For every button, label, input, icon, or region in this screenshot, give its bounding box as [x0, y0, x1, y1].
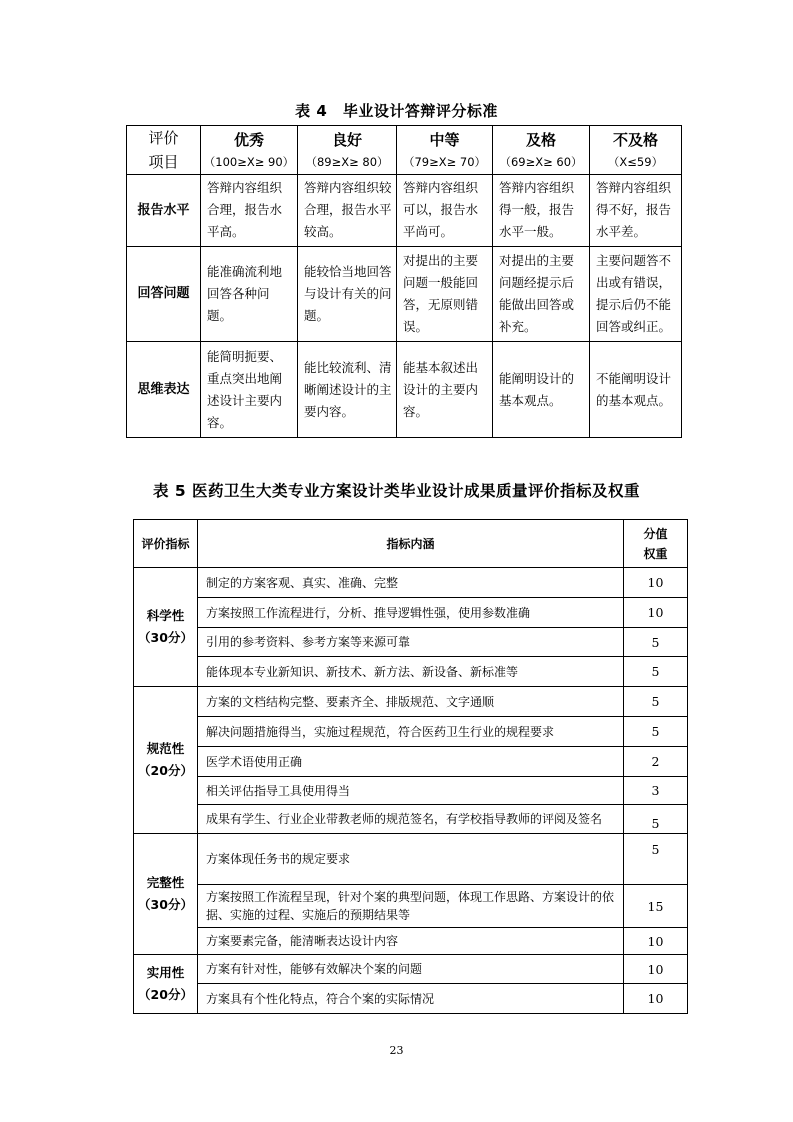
- criterion-text: 方案按照工作流程进行，分析、推导逻辑性强，使用参数准确: [198, 598, 624, 628]
- category-standardization: [134, 687, 198, 834]
- corner-label-item: 项目: [148, 153, 179, 171]
- table-cell: 答辩内容组织得一般，报告水平一般。: [493, 175, 590, 247]
- criterion-text: 方案体现任务书的规定要求: [198, 834, 624, 885]
- grade-name: 不及格: [612, 131, 658, 149]
- header-score-line1: 分值: [643, 526, 668, 541]
- table-row: [134, 598, 688, 628]
- grade-name: 及格: [525, 131, 556, 149]
- table-row: [134, 955, 688, 984]
- table-cell: 答辩内容组织较合理，报告水平较高。: [298, 175, 397, 247]
- table-cell: 能阐明设计的基本观点。: [493, 342, 590, 438]
- grade-header-excellent: [201, 126, 298, 175]
- category-name: 规范性: [146, 741, 185, 756]
- category-name: 完整性: [146, 875, 185, 890]
- criterion-text: 方案有针对性，能够有效解决个案的问题: [198, 955, 624, 984]
- grade-name: 良好: [331, 131, 362, 149]
- defense-grading-table: [126, 125, 682, 438]
- category-points: （20分）: [138, 987, 193, 1002]
- criterion-score: 15: [624, 885, 688, 928]
- table-row: [134, 628, 688, 657]
- criterion-text: 能体现本专业新知识、新技术、新方法、新设备、新标准等: [198, 657, 624, 687]
- grade-header-fail: [590, 126, 682, 175]
- grade-name: 中等: [429, 131, 460, 149]
- criterion-text: 方案要素完备，能清晰表达设计内容: [198, 928, 624, 955]
- criterion-score: 5: [624, 657, 688, 687]
- table4-corner-cell: [127, 126, 201, 175]
- grade-header-pass: [493, 126, 590, 175]
- criterion-score: 2: [624, 747, 688, 777]
- header-score-line2: 权重: [643, 546, 668, 561]
- grade-range: （69≥X≥ 60）: [499, 155, 583, 169]
- criterion-score: 10: [624, 928, 688, 955]
- table-row: [134, 834, 688, 885]
- category-completeness: [134, 834, 198, 955]
- row-header: 回答问题: [127, 247, 201, 342]
- category-name: 科学性: [146, 608, 185, 623]
- criterion-score: 5: [624, 805, 688, 834]
- category-name: 实用性: [146, 965, 185, 980]
- table-cell: 能基本叙述出设计的主要内容。: [397, 342, 493, 438]
- criterion-score: 5: [624, 834, 688, 885]
- criterion-text: 医学术语使用正确: [198, 747, 624, 777]
- category-points: （30分）: [138, 897, 193, 912]
- criterion-score: 10: [624, 598, 688, 628]
- table-cell: 答辩内容组织得不好，报告水平差。: [590, 175, 682, 247]
- table-cell: 能较恰当地回答与设计有关的问题。: [298, 247, 397, 342]
- table-cell: 对提出的主要问题经提示后能做出回答或补充。: [493, 247, 590, 342]
- table-row: [134, 657, 688, 687]
- criterion-text: 成果有学生、行业企业带教老师的规范签名，有学校指导教师的评阅及签名: [198, 805, 624, 834]
- header-indicator: 评价指标: [134, 520, 198, 568]
- header-score: [624, 520, 688, 568]
- table-row: [134, 984, 688, 1014]
- table-row: [134, 687, 688, 717]
- table-cell: 能准确流利地回答各种问题。: [201, 247, 298, 342]
- grade-header-good: [298, 126, 397, 175]
- table-cell: 主要问题答不出或有错误，提示后仍不能回答或纠正。: [590, 247, 682, 342]
- page-number: 23: [389, 1044, 404, 1057]
- category-scientific: [134, 568, 198, 687]
- criterion-text: 方案具有个性化特点，符合个案的实际情况: [198, 984, 624, 1014]
- table4-header-row: [127, 126, 682, 175]
- table-row: [134, 885, 688, 928]
- category-points: （30分）: [138, 630, 193, 645]
- table-row: [134, 928, 688, 955]
- grade-name: 优秀: [233, 131, 264, 149]
- category-points: （20分）: [138, 763, 193, 778]
- criterion-text: 解决问题措施得当，实施过程规范，符合医药卫生行业的规程要求: [198, 717, 624, 747]
- table-cell: 答辩内容组织可以，报告水平尚可。: [397, 175, 493, 247]
- table4-row-answer: [127, 247, 682, 342]
- table-row: [134, 717, 688, 747]
- table-row: [134, 747, 688, 777]
- grade-range: （100≥X≥ 90）: [203, 155, 295, 169]
- design-quality-table: [133, 519, 688, 1014]
- grade-range: （X≤59）: [607, 155, 664, 169]
- criterion-score: 10: [624, 568, 688, 598]
- table-cell: 不能阐明设计的基本观点。: [590, 342, 682, 438]
- grade-range: （79≥X≥ 70）: [402, 155, 487, 169]
- table4-caption: 表 4 毕业设计答辩评分标准: [295, 102, 498, 120]
- table-row: [134, 777, 688, 805]
- criterion-text: 相关评估指导工具使用得当: [198, 777, 624, 805]
- row-header: 报告水平: [127, 175, 201, 247]
- corner-label-evaluation: 评价: [148, 129, 179, 147]
- criterion-score: 10: [624, 955, 688, 984]
- criterion-score: 5: [624, 687, 688, 717]
- table-row: [134, 805, 688, 834]
- header-content: 指标内涵: [198, 520, 624, 568]
- table-cell: 能比较流利、清晰阐述设计的主要内容。: [298, 342, 397, 438]
- table-cell: 答辩内容组织合理，报告水平高。: [201, 175, 298, 247]
- row-header: 思维表达: [127, 342, 201, 438]
- table4-row-expression: [127, 342, 682, 438]
- table5-header-row: [134, 520, 688, 568]
- table-cell: 能简明扼要、重点突出地阐述设计主要内容。: [201, 342, 298, 438]
- criterion-score: 5: [624, 717, 688, 747]
- criterion-text: 制定的方案客观、真实、准确、完整: [198, 568, 624, 598]
- criterion-score: 5: [624, 628, 688, 657]
- table-row: [134, 568, 688, 598]
- table5-caption: 表 5 医药卫生大类专业方案设计类毕业设计成果质量评价指标及权重: [152, 482, 641, 500]
- table4-row-report: [127, 175, 682, 247]
- criterion-text: 方案按照工作流程呈现，针对个案的典型问题，体现工作思路、方案设计的依据、实施的过程、实施后的预期结果等: [198, 885, 624, 928]
- grade-header-medium: [397, 126, 493, 175]
- criterion-text: 引用的参考资料、参考方案等来源可靠: [198, 628, 624, 657]
- criterion-score: 10: [624, 984, 688, 1014]
- criterion-score: 3: [624, 777, 688, 805]
- criterion-text: 方案的文档结构完整、要素齐全、排版规范、文字通顺: [198, 687, 624, 717]
- category-practicality: [134, 955, 198, 1014]
- table-cell: 对提出的主要问题一般能回答，无原则错误。: [397, 247, 493, 342]
- grade-range: （89≥X≥ 80）: [305, 155, 389, 169]
